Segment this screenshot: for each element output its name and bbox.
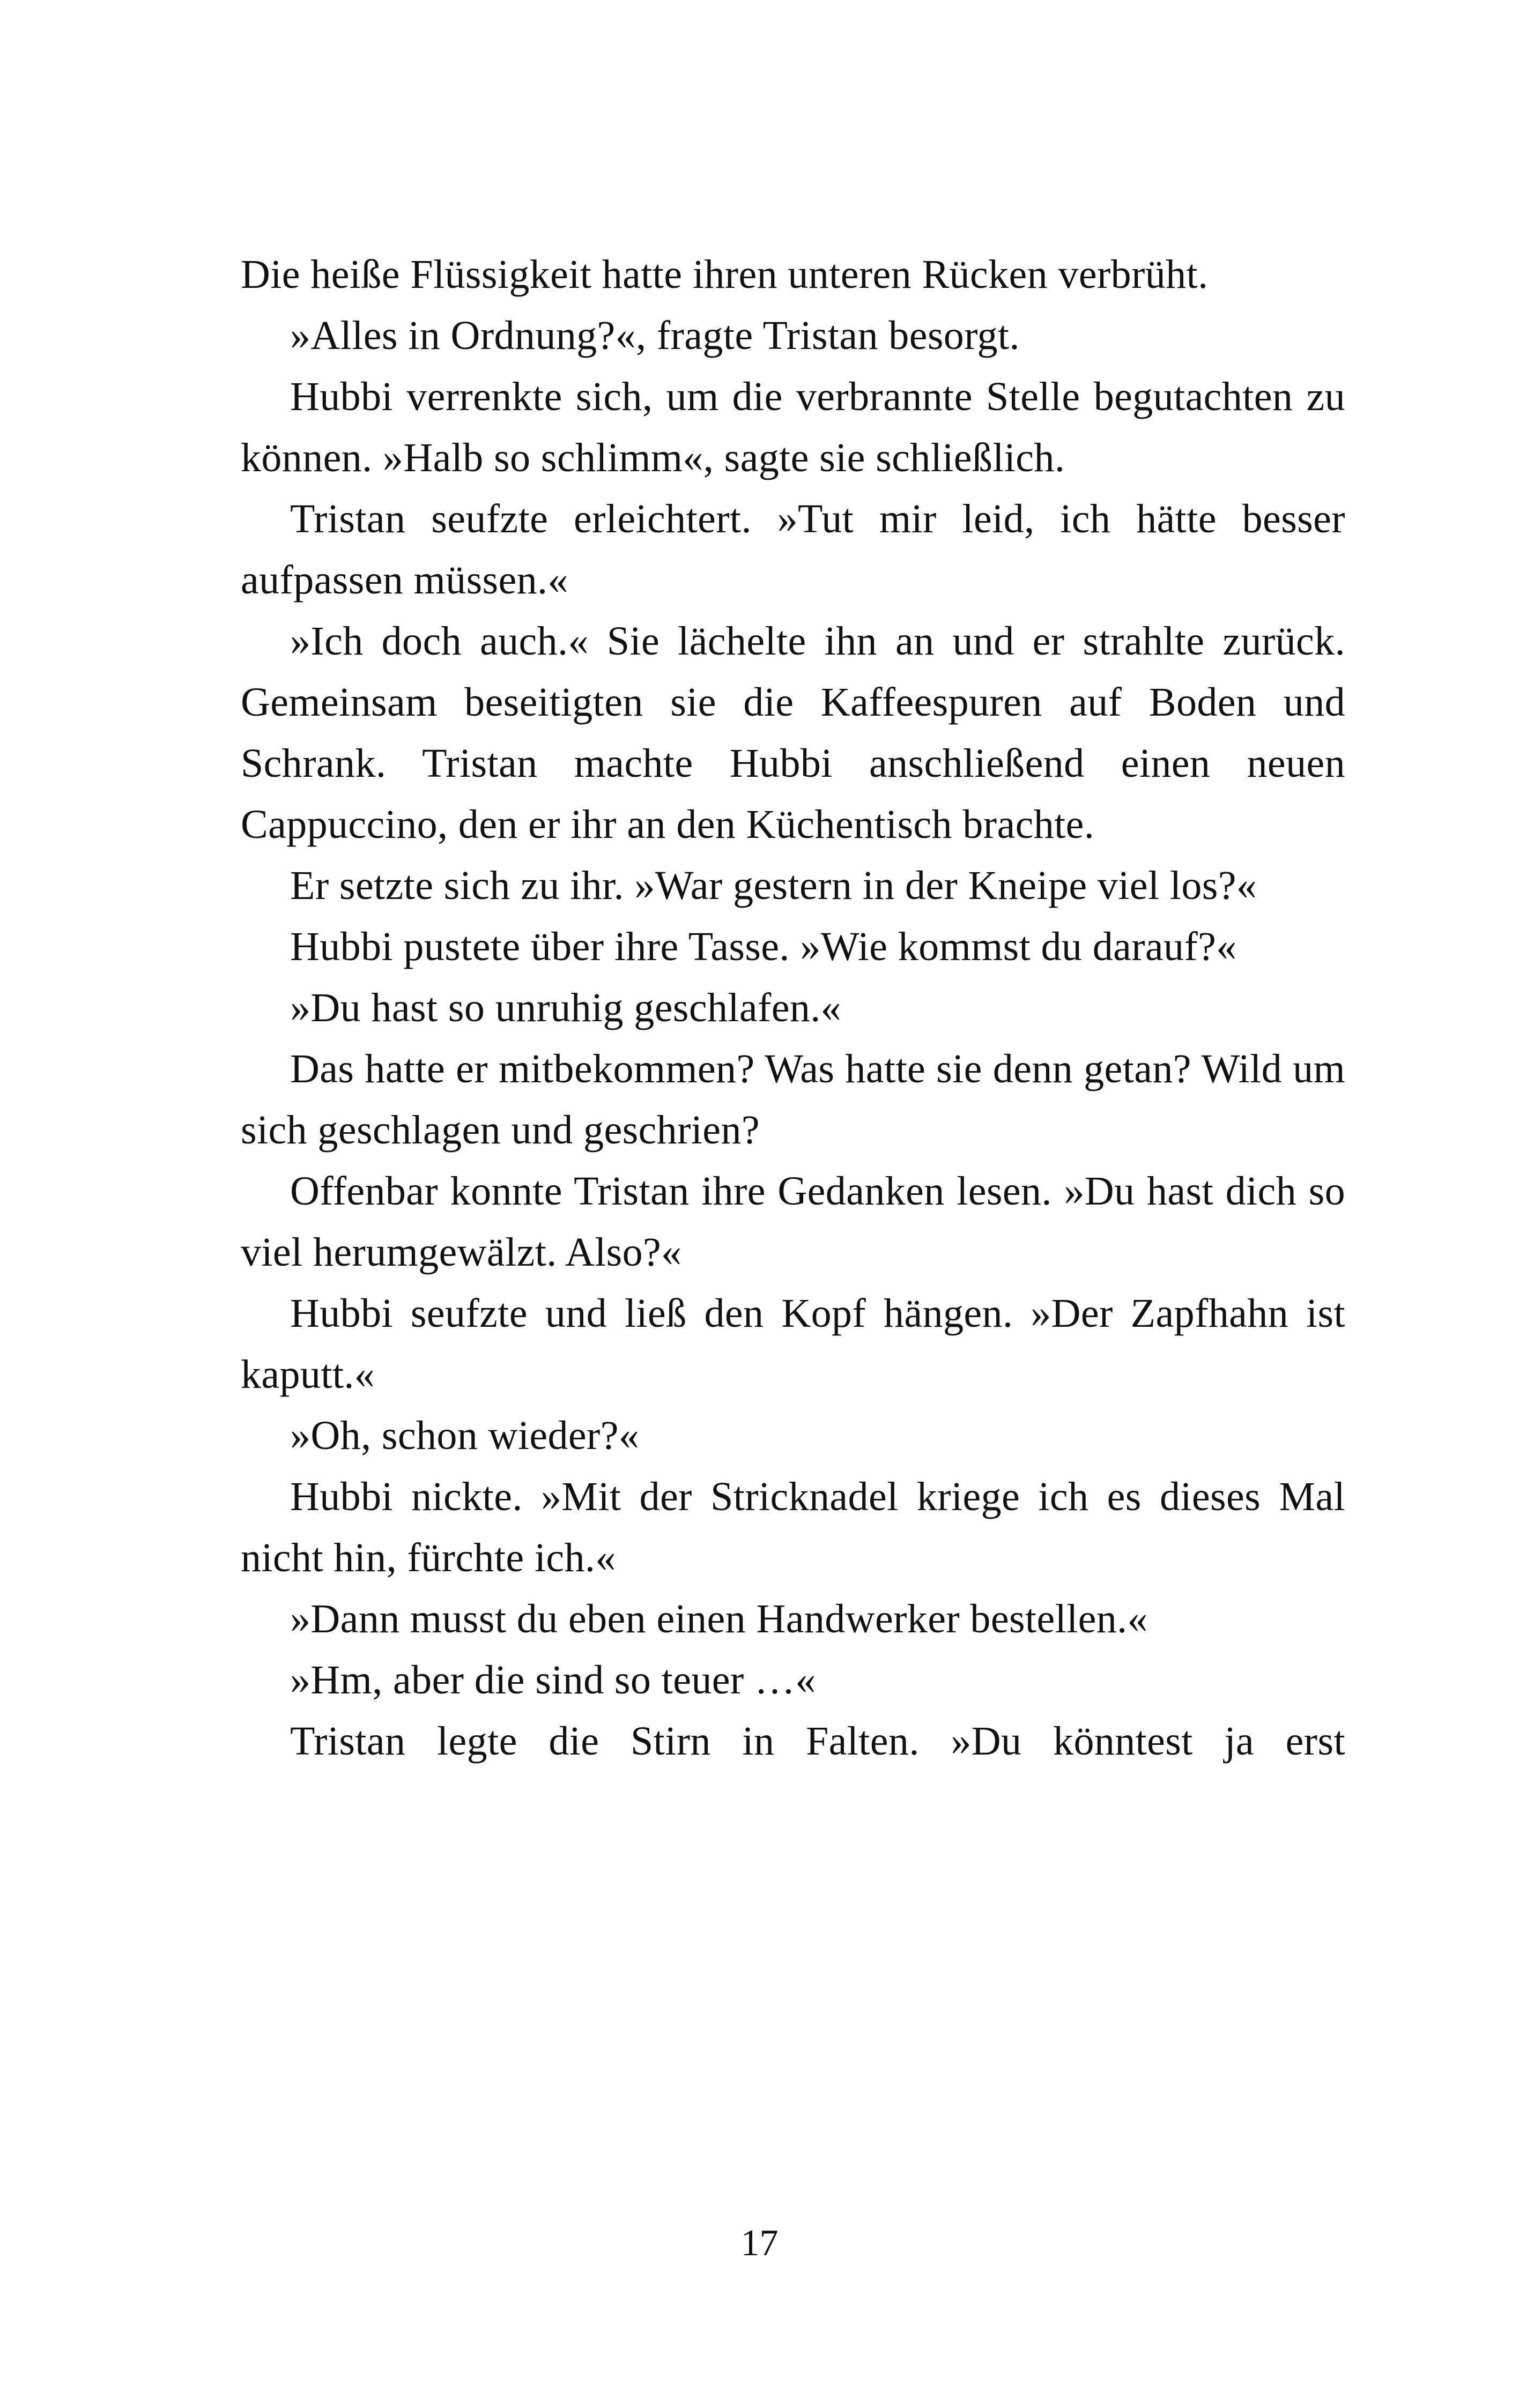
paragraph-7: Hubbi pustete über ihre Tasse. »Wie kommst du darauf?«: [290, 924, 1237, 969]
paragraph-2: »Alles in Ordnung?«, fragte Tristan besorgt.: [290, 313, 1020, 358]
paragraph-1: Die heiße Flüssigkeit hatte ihren unteren Rücken verbrüht.: [241, 252, 1209, 297]
paragraph-3: Hubbi verrenkte sich, um die verbrannte Stelle begutachten zu können. »Halb so schlimm«, sagte sie schließlich.: [241, 374, 1345, 480]
paragraph-11: Hubbi seufzte und ließ den Kopf hängen. »Der Zapfhahn ist kaputt.«: [241, 1291, 1345, 1397]
paragraph-12: »Oh, schon wieder?«: [290, 1413, 640, 1458]
paragraph-10: Offenbar konnte Tristan ihre Gedanken lesen. »Du hast dich so viel herumgewälzt. Also?«: [241, 1169, 1345, 1275]
paragraph-13: Hubbi nickte. »Mit der Stricknadel kriege ich es dieses Mal nicht hin, fürchte ich.«: [241, 1474, 1345, 1580]
paragraph-16: Tristan legte die Stirn in Falten. »Du könntest ja erst: [290, 1719, 1345, 1764]
paragraph-6: Er setzte sich zu ihr. »War gestern in der Kneipe viel los?«: [290, 863, 1257, 908]
paragraph-5: »Ich doch auch.« Sie lächelte ihn an und er strahlte zurück. Gemeinsam beseitigten sie die Kaffeespuren auf Boden und Schrank. Tristan machte Hubbi anschließend einen neuen Cappuccino, den er ihr an den Küchentisch brachte.: [241, 619, 1345, 847]
paragraph-8: »Du hast so unruhig geschlafen.«: [290, 985, 842, 1030]
paragraph-4: Tristan seufzte erleichtert. »Tut mir leid, ich hätte besser aufpassen müssen.«: [241, 496, 1345, 603]
paragraph-9: Das hatte er mitbekommen? Was hatte sie denn getan? Wild um sich geschlagen und geschrien?: [241, 1046, 1345, 1153]
paragraph-15: »Hm, aber die sind so teuer …«: [290, 1658, 816, 1703]
paragraph-14: »Dann musst du eben einen Handwerker bestellen.«: [290, 1596, 1148, 1641]
body-text: [241, 244, 1345, 1772]
page-number: 17: [740, 2223, 779, 2264]
